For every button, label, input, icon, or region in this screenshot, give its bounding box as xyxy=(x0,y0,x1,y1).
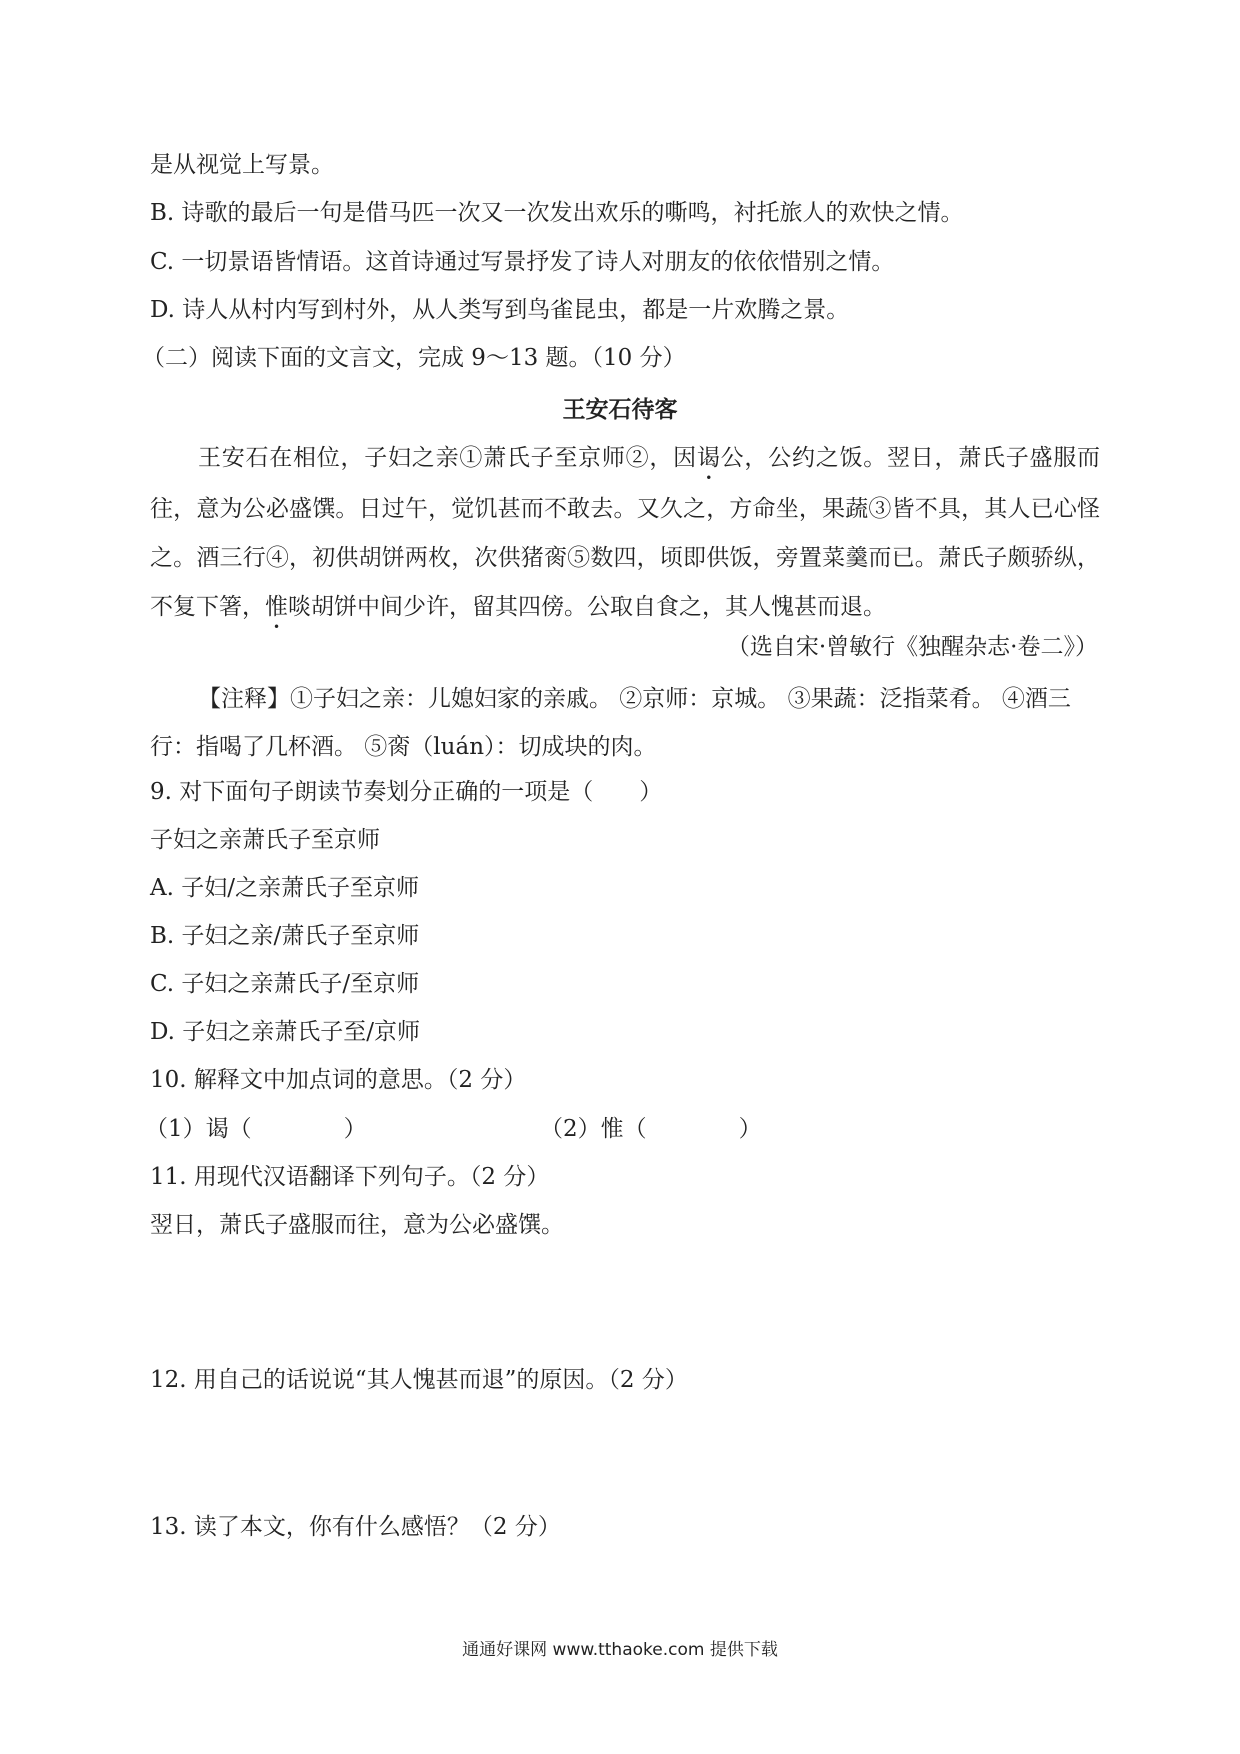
passage-body xyxy=(150,434,1100,634)
dotted-word-ye: 谒 xyxy=(696,445,721,471)
prev-option-a-tail: 是从视觉上写景。 xyxy=(150,152,334,178)
q9-sentence: 子妇之亲萧氏子至京师 xyxy=(150,827,380,853)
passage-title: 王安石待客 xyxy=(562,397,678,423)
q11-sentence: 翌日，萧氏子盛服而往，意为公必盛馔。 xyxy=(150,1212,564,1238)
passage-text-2: 公，公约之饭。翌日，萧氏子盛服而往，意为公必盛馔。日过午，觉饥甚而不敢去。又久之，方命坐，果蔬③皆不具，其人已心怪之。酒三行④，初供胡饼两枚，次供猪脔⑤数四，顷即供饭，旁置菜羹而已。萧氏子颇骄纵，不复下箸， xyxy=(150,445,1101,620)
q9-option-d: D. 子妇之亲萧氏子至/京师 xyxy=(150,1019,420,1045)
notes: 【注释】①子妇之亲：儿媳妇家的亲戚。 ②京师：京城。 ③果蔬：泛指菜肴。 ④酒三行：指喝了几杯酒。 ⑤脔（luán）：切成块的肉。 xyxy=(150,686,1071,760)
q9-stem: 9. 对下面句子朗读节奏划分正确的一项是（ ） xyxy=(150,779,663,805)
prev-option-d: D. 诗人从村内写到村外，从人类写到鸟雀昆虫，都是一片欢腾之景。 xyxy=(150,297,850,323)
q9-option-c: C. 子妇之亲萧氏子/至京师 xyxy=(150,971,420,997)
passage-text-3: 啖胡饼中间少许，留其四傍。公取自食之，其人愧甚而退。 xyxy=(288,594,886,620)
q11-stem: 11. 用现代汉语翻译下列句子。（2 分） xyxy=(150,1164,550,1190)
q9-option-a: A. 子妇/之亲萧氏子至京师 xyxy=(150,875,419,901)
dotted-word-wei: 惟 xyxy=(265,594,288,620)
passage-source: （选自宋·曾敏行《独醒杂志·卷二》） xyxy=(726,634,1098,660)
q10-stem: 10. 解释文中加点词的意思。（2 分） xyxy=(150,1067,527,1093)
passage-text-1: 王安石在相位，子妇之亲①萧氏子至京师②，因 xyxy=(198,445,697,471)
q9-option-b: B. 子妇之亲/萧氏子至京师 xyxy=(150,923,420,949)
section-heading: （二）阅读下面的文言文，完成 9～13 题。（10 分） xyxy=(142,345,686,371)
prev-option-b: B. 诗歌的最后一句是借马匹一次又一次发出欢乐的嘶鸣，衬托旅人的欢快之情。 xyxy=(150,200,964,226)
q10-item-1: （1）谒（ ） xyxy=(145,1116,367,1142)
page-footer: 通通好课网 www.tthaoke.com 提供下载 xyxy=(462,1640,778,1660)
q12-stem: 12. 用自己的话说说“其人愧甚而退”的原因。（2 分） xyxy=(150,1367,688,1393)
q10-item-2: （2）惟（ ） xyxy=(540,1116,762,1142)
q13-stem: 13. 读了本文，你有什么感悟？（2 分） xyxy=(150,1514,561,1540)
prev-option-c: C. 一切景语皆情语。这首诗通过写景抒发了诗人对朋友的依依惜别之情。 xyxy=(150,249,895,275)
